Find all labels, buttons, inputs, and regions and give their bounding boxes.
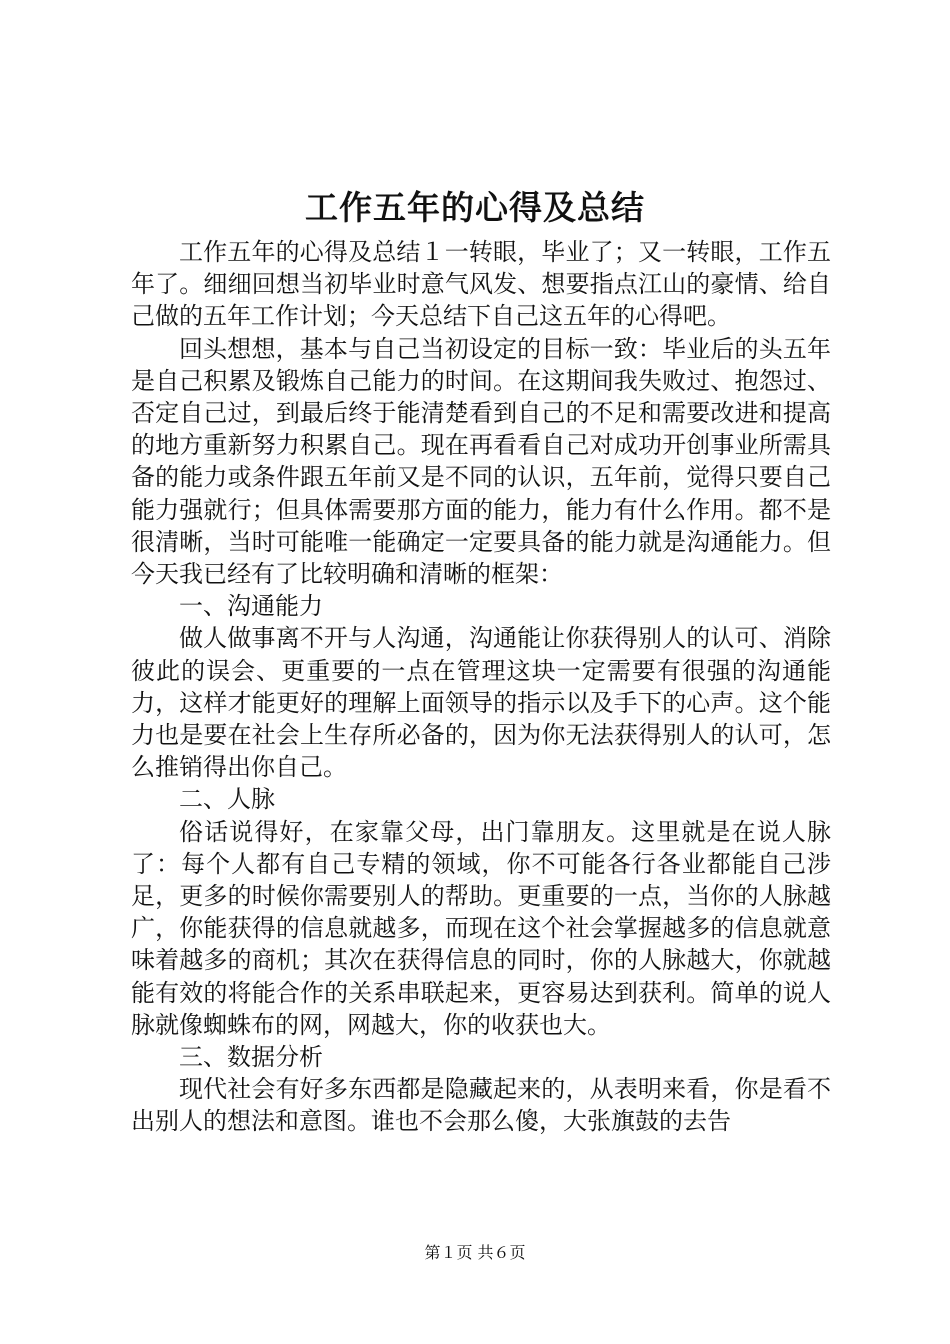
- paragraph-network: 俗话说得好，在家靠父母，出门靠朋友。这里就是在说人脉了：每个人都有自己专精的领域，你不可能各行各业都能自己涉足，更多的时候你需要别人的帮助。更重要的一点，当你的人脉越广，你能获得的信息就越多，而现在这个社会掌握越多的信息就意味着越多的商机；其次在获得信息的同时，你的人脉越大，你就越能有效的将能合作的关系串联起来，更容易达到获利。简单的说人脉就像蜘蛛布的网，网越大，你的收获也大。: [131, 817, 831, 1039]
- section-heading-network: 二、人脉: [179, 785, 275, 814]
- page-number-footer: 第１页 共６页: [424, 1243, 526, 1262]
- paragraph-data-analysis: 现代社会有好多东西都是隐藏起来的，从表明来看，你是看不出别人的想法和意图。谁也不会那么傻，大张旗鼓的去告: [131, 1075, 831, 1136]
- section-heading-data-analysis: 三、数据分析: [179, 1043, 323, 1072]
- document-title: 工作五年的心得及总结: [305, 188, 645, 227]
- paragraph-intro: 工作五年的心得及总结１一转眼，毕业了；又一转眼，工作五年了。细细回想当初毕业时意气风发、想要指点江山的豪情、给自己做的五年工作计划；今天总结下自己这五年的心得吧。: [131, 238, 831, 331]
- section-heading-communication: 一、沟通能力: [179, 592, 323, 621]
- paragraph-communication: 做人做事离不开与人沟通，沟通能让你获得别人的认可、消除彼此的误会、更重要的一点在管理这块一定需要有很强的沟通能力，这样才能更好的理解上面领导的指示以及手下的心声。这个能力也是要在社会上生存所必备的，因为你无法获得别人的认可，怎么推销得出你自己。: [131, 624, 831, 782]
- paragraph-review: 回头想想，基本与自己当初设定的目标一致：毕业后的头五年是自己积累及锻炼自己能力的时间。在这期间我失败过、抱怨过、否定自己过，到最后终于能清楚看到自己的不足和需要改进和提高的地方重新努力积累自己。现在再看看自己对成功开创事业所需具备的能力或条件跟五年前又是不同的认识，五年前，觉得只要自己能力强就行；但具体需要那方面的能力，能力有什么作用。都不是很清晰，当时可能唯一能确定一定要具备的能力就是沟通能力。但今天我已经有了比较明确和清晰的框架：: [131, 334, 831, 589]
- document-body: [131, 236, 831, 1138]
